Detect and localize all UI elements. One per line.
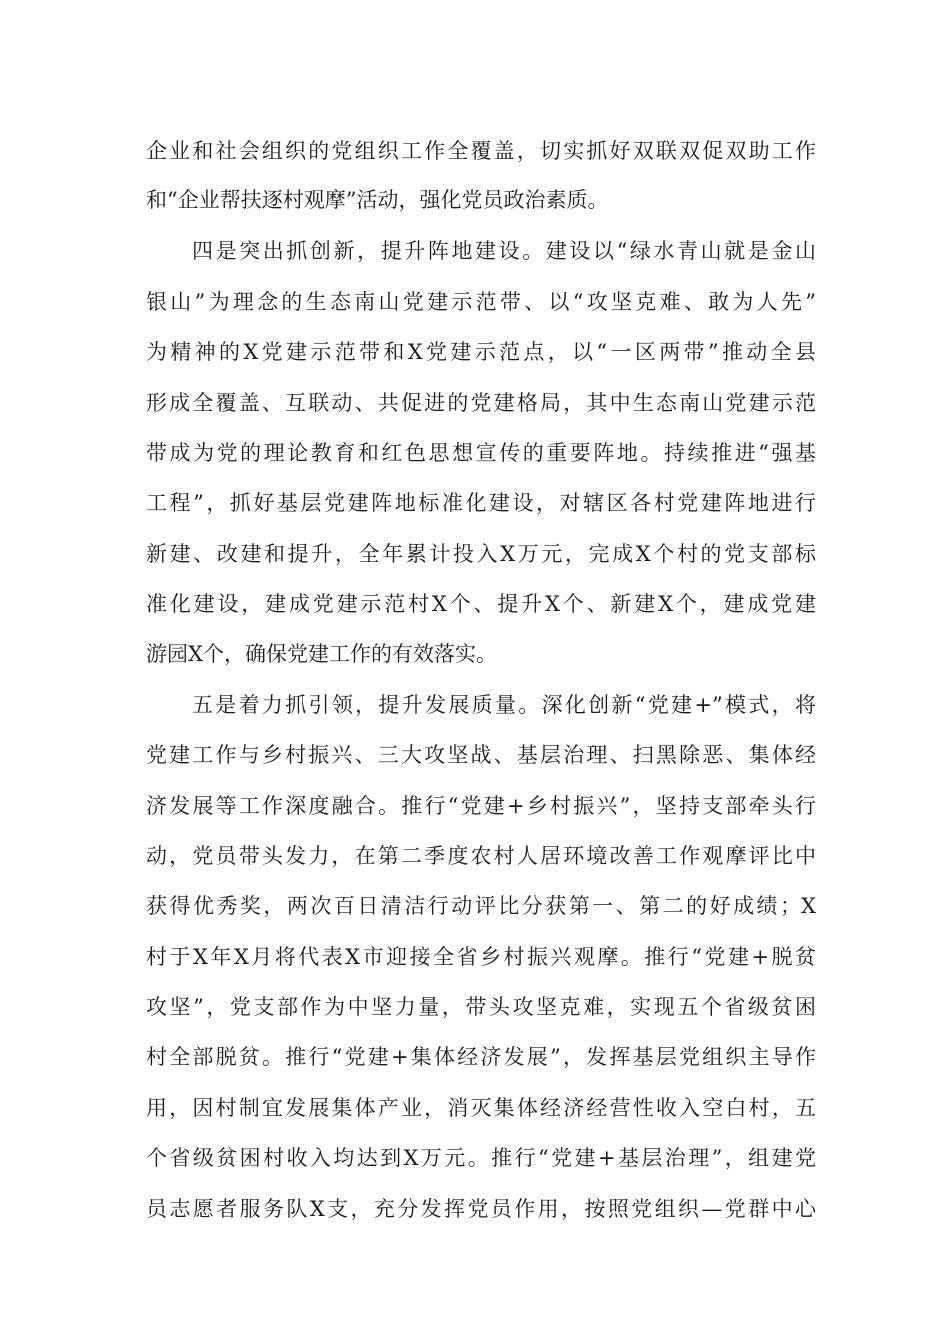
text-line-16: 获得优秀奖，两次百日清洁行动评比分获第一、第二的好成绩；X: [146, 894, 816, 918]
text-line-9: 新建、改建和提升，全年累计投入X万元，完成X个村的党支部标: [146, 542, 816, 566]
text-line-15: 动，党员带头发力，在第二季度农村人居环境改善工作观摩评比中: [146, 844, 816, 868]
text-line-8: 工程”，抓好基层党建阵地标准化建设，对辖区各村党建阵地进行: [146, 491, 816, 515]
text-line-10: 准化建设，建成党建示范村X个、提升X个、新建X个，建成党建: [146, 592, 816, 616]
text-line-12: 五是着力抓引领，提升发展质量。深化创新“党建+”模式，将: [192, 693, 816, 717]
text-line-6: 形成全覆盖、互联动、共促进的党建格局，其中生态南山党建示范: [146, 391, 816, 415]
text-line-22: 员志愿者服务队X支，充分发挥党员作用，按照党组织—党群中心: [146, 1197, 816, 1221]
text-line-11: 游园X个，确保党建工作的有效落实。: [146, 642, 497, 666]
text-line-14: 济发展等工作深度融合。推行“党建+乡村振兴”，坚持支部牵头行: [146, 794, 816, 818]
text-line-13: 党建工作与乡村振兴、三大攻坚战、基层治理、扫黑除恶、集体经: [146, 743, 816, 767]
text-line-21: 个省级贫困村收入均达到X万元。推行“党建+基层治理”，组建党: [146, 1146, 816, 1170]
text-line-1: 企业和社会组织的党组织工作全覆盖，切实抓好双联双促双助工作: [146, 139, 816, 163]
text-line-3: 四是突出抓创新，提升阵地建设。建设以“绿水青山就是金山: [192, 239, 816, 263]
text-line-7: 带成为党的理论教育和红色思想宣传的重要阵地。持续推进“强基: [146, 441, 816, 465]
text-line-2: 和“企业帮扶逐村观摩”活动，强化党员政治素质。: [146, 188, 609, 212]
text-line-5: 为精神的X党建示范带和X党建示范点，以“一区两带”推动全县: [146, 340, 816, 364]
text-line-4: 银山”为理念的生态南山党建示范带、以“攻坚克难、敢为人先”: [146, 290, 816, 314]
text-line-18: 攻坚”，党支部作为中坚力量，带头攻坚克难，实现五个省级贫困: [146, 995, 816, 1019]
text-line-17: 村于X年X月将代表X市迎接全省乡村振兴观摩。推行“党建+脱贫: [146, 945, 816, 969]
text-line-19: 村全部脱贫。推行“党建+集体经济发展”，发挥基层党组织主导作: [146, 1045, 816, 1069]
text-line-20: 用，因村制宜发展集体产业，消灭集体经济经营性收入空白村，五: [146, 1096, 816, 1120]
